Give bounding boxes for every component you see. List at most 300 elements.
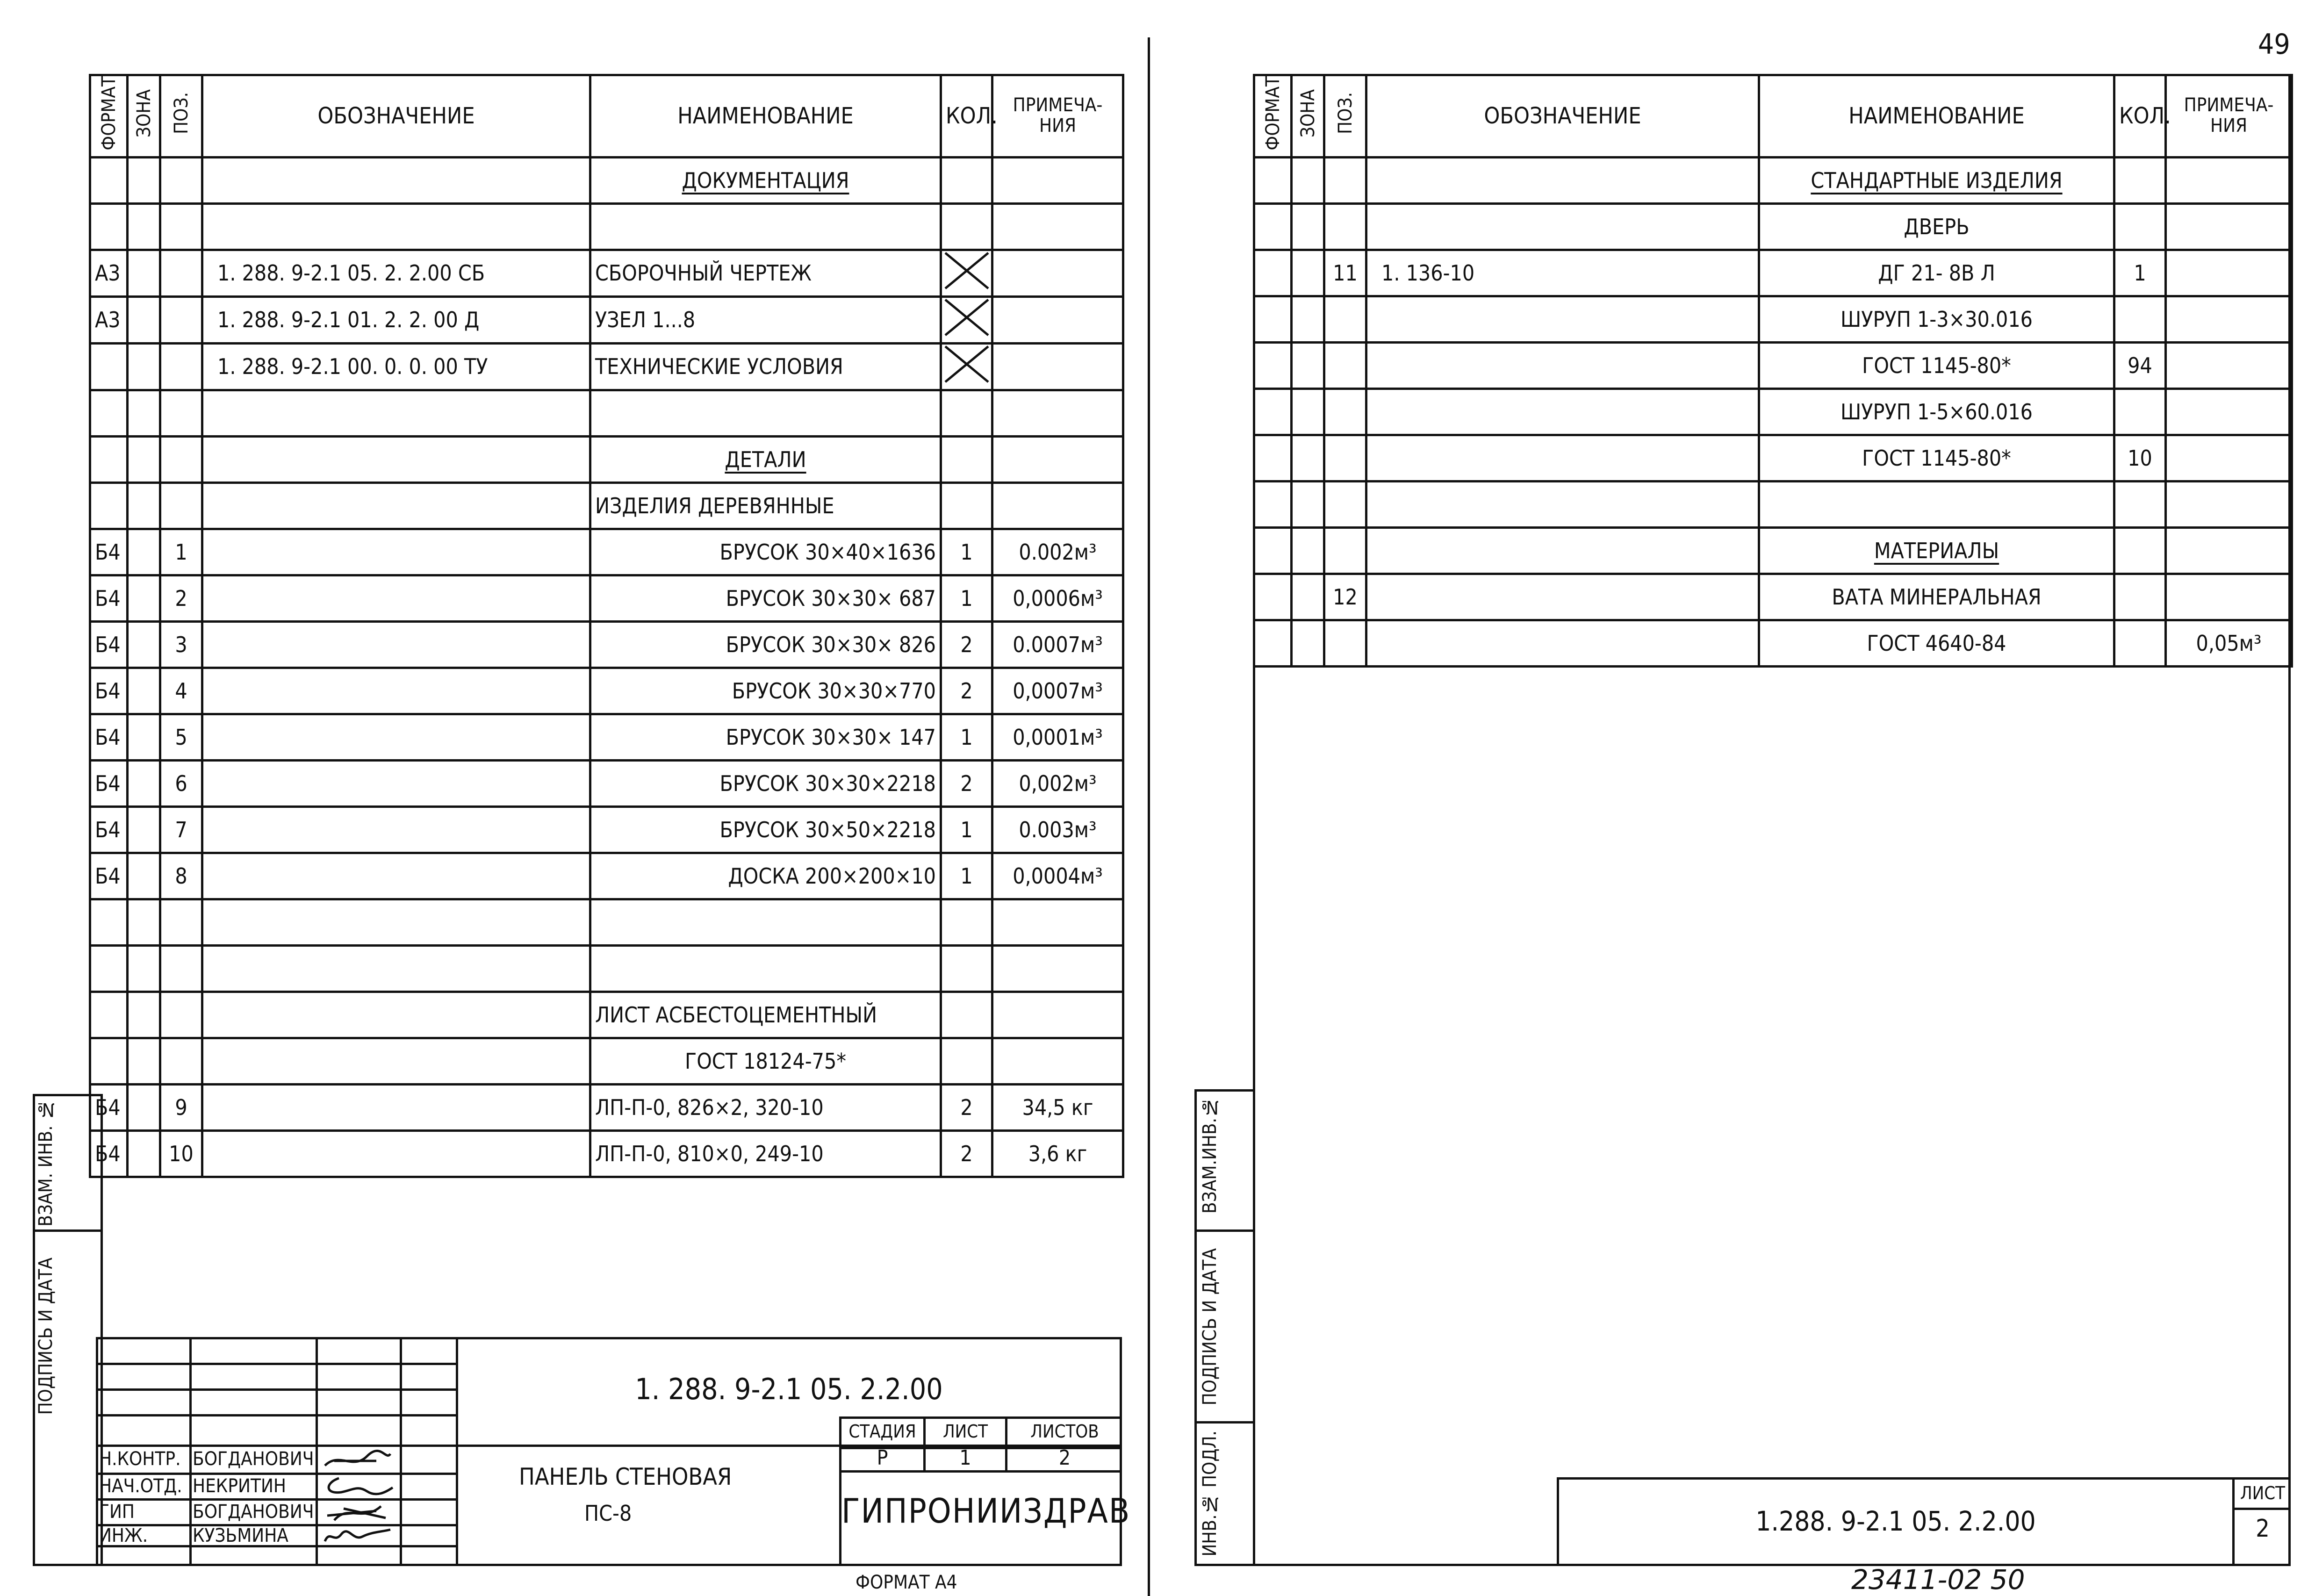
side-label-podpis: ПОДПИСЬ И ДАТА xyxy=(35,1258,57,1415)
cell-note xyxy=(2166,574,2292,620)
cell-pos: 11 xyxy=(1324,250,1366,296)
staff-name-3: БОГДАНОВИЧ xyxy=(193,1501,314,1523)
col-note: ПРИМЕЧА-НИЯ xyxy=(1013,94,1103,137)
signature-2-icon xyxy=(320,1474,395,1499)
staff-name-2: НЕКРИТИН xyxy=(193,1475,286,1497)
cell-pos xyxy=(1324,620,1366,666)
signature-4-icon xyxy=(320,1525,395,1546)
cell-name: ШУРУП 1-5×60.016 xyxy=(1759,388,2114,435)
cell-note: 3,6 кг xyxy=(992,1130,1123,1177)
cell-qty: 1 xyxy=(2114,250,2166,296)
cell-name: ГОСТ 1145-80* xyxy=(1759,435,2114,481)
cell-name: ШУРУП 1-3×30.016 xyxy=(1759,296,2114,342)
page-divider xyxy=(1148,37,1150,1596)
cell-qty xyxy=(2114,388,2166,435)
cell-pos: 3 xyxy=(160,621,202,668)
cell-zone xyxy=(1292,620,1324,666)
page-number: 49 xyxy=(2258,28,2290,61)
spec-table-left xyxy=(89,74,1124,1178)
cell-fmt: Б4 xyxy=(90,760,128,806)
cell-fmt xyxy=(90,482,128,529)
cell-note xyxy=(2166,388,2292,435)
cell-qty xyxy=(941,296,992,343)
cell-zone xyxy=(1292,388,1324,435)
cell-fmt xyxy=(1254,527,1292,574)
cell-qty: 1 xyxy=(941,853,992,899)
table-row xyxy=(1254,388,2292,435)
cell-fmt: Б4 xyxy=(90,668,128,714)
cell-note xyxy=(2166,296,2292,342)
cell-fmt: Б4 xyxy=(90,853,128,899)
cell-zone xyxy=(1292,574,1324,620)
cell-name xyxy=(590,157,941,203)
cell-note xyxy=(992,250,1123,296)
table-row xyxy=(90,853,1123,899)
side-label-vzam-right: ВЗАМ.ИНВ.№ xyxy=(1199,1096,1221,1214)
cell-pos xyxy=(160,899,202,945)
cell-note: 0,0004м³ xyxy=(992,853,1123,899)
cell-name: ДГ 21- 8В Л xyxy=(1759,250,2114,296)
cell-zone xyxy=(128,296,160,343)
cell-name: ЛП-П-0, 810×0, 249-10 xyxy=(590,1130,941,1177)
cell-zone xyxy=(128,668,160,714)
table-row xyxy=(1254,342,2292,388)
cell-des xyxy=(202,621,590,668)
cell-name: БРУСОК 30×40×1636 xyxy=(590,529,941,575)
table-row xyxy=(90,390,1123,436)
cell-name xyxy=(1759,481,2114,527)
staff-role-4: ИНЖ. xyxy=(99,1525,148,1546)
cell-pos xyxy=(160,157,202,203)
sheet-label: ЛИСТ xyxy=(942,1421,988,1442)
doc-code-right: 1.288. 9-2.1 05. 2.2.00 xyxy=(1755,1505,2036,1537)
table-row xyxy=(90,621,1123,668)
cross-mark-icon xyxy=(943,298,990,337)
table-row xyxy=(1254,481,2292,527)
cell-qty xyxy=(2114,620,2166,666)
cell-des xyxy=(1366,481,1759,527)
cell-name xyxy=(1759,527,2114,574)
cell-note xyxy=(992,390,1123,436)
staff-name-4: КУЗЬМИНА xyxy=(193,1525,288,1546)
table-row xyxy=(90,436,1123,482)
cell-note: 0.003м³ xyxy=(992,806,1123,853)
cell-qty: 1 xyxy=(941,575,992,621)
cell-name xyxy=(590,203,941,250)
cell-pos xyxy=(160,296,202,343)
cell-pos xyxy=(160,250,202,296)
cell-note xyxy=(992,436,1123,482)
cell-zone xyxy=(128,945,160,992)
cell-des xyxy=(202,203,590,250)
cell-qty: 2 xyxy=(941,621,992,668)
cell-des xyxy=(1366,527,1759,574)
cell-zone xyxy=(128,436,160,482)
cell-pos: 6 xyxy=(160,760,202,806)
table-row xyxy=(1254,157,2292,203)
cell-zone xyxy=(128,482,160,529)
cell-note xyxy=(2166,527,2292,574)
cell-qty: 2 xyxy=(941,1084,992,1130)
cell-qty: 2 xyxy=(941,760,992,806)
cell-zone xyxy=(128,1038,160,1084)
archive-number: 23411-02 50 xyxy=(1851,1564,2025,1596)
cell-fmt xyxy=(90,945,128,992)
cell-des xyxy=(202,575,590,621)
cell-zone xyxy=(1292,203,1324,250)
cell-name: БРУСОК 30×50×2218 xyxy=(590,806,941,853)
cell-des xyxy=(202,806,590,853)
cell-zone xyxy=(128,203,160,250)
cell-des xyxy=(202,760,590,806)
sheets-label: ЛИСТОВ xyxy=(1030,1421,1099,1442)
table-row xyxy=(90,203,1123,250)
table-row xyxy=(90,575,1123,621)
table-row xyxy=(90,945,1123,992)
cell-pos: 7 xyxy=(160,806,202,853)
table-row xyxy=(1254,574,2292,620)
cell-fmt xyxy=(1254,574,1292,620)
cross-mark-icon xyxy=(943,345,990,384)
cell-zone xyxy=(1292,527,1324,574)
cell-fmt xyxy=(1254,203,1292,250)
cell-pos xyxy=(160,343,202,390)
cell-des: 1. 288. 9-2.1 01. 2. 2. 00 Д xyxy=(202,296,590,343)
col-designation: ОБОЗНАЧЕНИЕ xyxy=(202,75,590,158)
cell-note xyxy=(2166,435,2292,481)
cell-fmt: А3 xyxy=(90,296,128,343)
cell-name: ГОСТ 4640-84 xyxy=(1759,620,2114,666)
cell-zone xyxy=(1292,250,1324,296)
sheet-value: 1 xyxy=(959,1446,971,1470)
staff-role-3: ГИП xyxy=(99,1501,135,1523)
cell-fmt xyxy=(1254,620,1292,666)
cell-fmt xyxy=(90,992,128,1038)
cell-name: УЗЕЛ 1...8 xyxy=(590,296,941,343)
table-row xyxy=(1254,296,2292,342)
cell-note xyxy=(2166,250,2292,296)
table-row xyxy=(90,296,1123,343)
doc-code-left: 1. 288. 9-2.1 05. 2.2.00 xyxy=(635,1372,943,1406)
cell-qty: 1 xyxy=(941,714,992,760)
table-row xyxy=(1254,620,2292,666)
sheet-label-right: ЛИСТ xyxy=(2240,1483,2286,1503)
cell-name: БРУСОК 30×30×770 xyxy=(590,668,941,714)
cell-zone xyxy=(128,806,160,853)
cell-fmt: Б4 xyxy=(90,1084,128,1130)
format-caption: ФОРМАТ А4 xyxy=(856,1572,957,1593)
cell-fmt xyxy=(90,203,128,250)
cell-pos xyxy=(1324,342,1366,388)
table-row xyxy=(90,760,1123,806)
cell-qty: 2 xyxy=(941,668,992,714)
cell-name: ИЗДЕЛИЯ ДЕРЕВЯННЫЕ xyxy=(590,482,941,529)
cell-fmt xyxy=(1254,435,1292,481)
cell-des xyxy=(202,1038,590,1084)
table-header xyxy=(90,75,1123,158)
cell-fmt: Б4 xyxy=(90,714,128,760)
col-name: НАИМЕНОВАНИЕ xyxy=(590,75,941,158)
table-row xyxy=(90,343,1123,390)
cell-des xyxy=(1366,574,1759,620)
cell-qty xyxy=(2114,203,2166,250)
cell-name: ЛП-П-0, 826×2, 320-10 xyxy=(590,1084,941,1130)
col-qty: КОЛ. xyxy=(941,75,992,158)
table-row xyxy=(90,1130,1123,1177)
cell-qty xyxy=(941,945,992,992)
cell-name: БРУСОК 30×30× 147 xyxy=(590,714,941,760)
sheets-value: 2 xyxy=(1058,1446,1071,1470)
table-row xyxy=(1254,527,2292,574)
cell-zone xyxy=(128,1084,160,1130)
table-row xyxy=(90,157,1123,203)
cell-fmt xyxy=(90,157,128,203)
cell-zone xyxy=(128,390,160,436)
col-pos: ПОЗ. xyxy=(170,92,192,135)
doc-title-line2: ПС-8 xyxy=(584,1501,632,1526)
cell-fmt xyxy=(1254,250,1292,296)
cell-zone xyxy=(128,529,160,575)
cell-fmt: Б4 xyxy=(90,1130,128,1177)
cell-name: ТЕХНИЧЕСКИЕ УСЛОВИЯ xyxy=(590,343,941,390)
cell-zone xyxy=(1292,435,1324,481)
cell-name: ВАТА МИНЕРАЛЬНАЯ xyxy=(1759,574,2114,620)
cell-des: 1. 288. 9-2.1 00. 0. 0. 00 ТУ xyxy=(202,343,590,390)
cell-zone xyxy=(1292,342,1324,388)
cell-note: 0.002м³ xyxy=(992,529,1123,575)
table-row xyxy=(90,482,1123,529)
cell-note: 0,05м³ xyxy=(2166,620,2292,666)
cell-pos xyxy=(160,1038,202,1084)
cell-des xyxy=(1366,296,1759,342)
section-heading: ДОКУМЕНТАЦИЯ xyxy=(682,167,849,193)
cell-note xyxy=(2166,481,2292,527)
cell-qty xyxy=(2114,157,2166,203)
cell-qty xyxy=(941,482,992,529)
cell-qty: 2 xyxy=(941,1130,992,1177)
side-label-vzam: ВЗАМ. ИНВ. № xyxy=(35,1099,57,1227)
table-row xyxy=(90,1038,1123,1084)
cell-qty xyxy=(941,203,992,250)
section-heading: МАТЕРИАЛЫ xyxy=(1874,538,1999,563)
table-row xyxy=(90,992,1123,1038)
sheet-right xyxy=(1159,0,2315,1596)
table-header-right: ФОРМАТ ЗОНА ПОЗ. ОБОЗНАЧЕНИЕ НАИМЕНОВАНИЕ КОЛ. ПРИМЕЧА-НИЯ xyxy=(1254,75,2292,158)
cell-des xyxy=(202,853,590,899)
cell-qty xyxy=(2114,296,2166,342)
cell-name: БРУСОК 30×30×2218 xyxy=(590,760,941,806)
cell-qty xyxy=(2114,481,2166,527)
table-row xyxy=(90,1084,1123,1130)
cell-name: БРУСОК 30×30× 687 xyxy=(590,575,941,621)
cell-name xyxy=(590,390,941,436)
cell-pos xyxy=(160,436,202,482)
cell-des xyxy=(1366,388,1759,435)
table-row xyxy=(90,668,1123,714)
cell-qty: 1 xyxy=(941,806,992,853)
cell-des xyxy=(202,992,590,1038)
cell-note: 0,0006м³ xyxy=(992,575,1123,621)
sheet-left xyxy=(0,0,1150,1596)
cell-pos: 2 xyxy=(160,575,202,621)
cell-note xyxy=(2166,157,2292,203)
cell-des xyxy=(1366,620,1759,666)
cell-note xyxy=(2166,342,2292,388)
cell-zone xyxy=(128,157,160,203)
stage-value: Р xyxy=(877,1446,888,1470)
cell-zone xyxy=(1292,157,1324,203)
cell-zone xyxy=(128,1130,160,1177)
section-heading: ДЕТАЛИ xyxy=(725,446,806,472)
staff-name-1: БОГДАНОВИЧ xyxy=(193,1448,314,1470)
cell-note: 0,0001м³ xyxy=(992,714,1123,760)
table-row xyxy=(90,806,1123,853)
cell-note: 0,0007м³ xyxy=(992,668,1123,714)
spec-table-right xyxy=(1253,74,2293,668)
side-label-inv-right: ИНВ.№ ПОДЛ. xyxy=(1199,1431,1221,1557)
cell-pos xyxy=(1324,296,1366,342)
cell-pos: 4 xyxy=(160,668,202,714)
table-row xyxy=(90,529,1123,575)
cell-pos: 1 xyxy=(160,529,202,575)
cell-fmt xyxy=(90,1038,128,1084)
cell-des xyxy=(202,390,590,436)
cell-des xyxy=(202,436,590,482)
cell-pos xyxy=(1324,203,1366,250)
cell-fmt xyxy=(90,899,128,945)
cell-des xyxy=(1366,157,1759,203)
cell-qty xyxy=(2114,574,2166,620)
cell-fmt xyxy=(1254,342,1292,388)
cell-zone xyxy=(128,899,160,945)
cell-zone xyxy=(128,343,160,390)
table-row xyxy=(1254,435,2292,481)
stage-label: СТАДИЯ xyxy=(848,1421,916,1442)
cell-des xyxy=(202,899,590,945)
cell-zone xyxy=(128,250,160,296)
cell-pos xyxy=(1324,481,1366,527)
cell-zone xyxy=(128,575,160,621)
cell-des xyxy=(202,1130,590,1177)
cell-name: ДОСКА 200×200×10 xyxy=(590,853,941,899)
cell-qty: 1 xyxy=(941,529,992,575)
cell-zone xyxy=(128,714,160,760)
cell-pos xyxy=(1324,157,1366,203)
cell-des xyxy=(202,668,590,714)
cell-qty xyxy=(941,343,992,390)
cell-fmt xyxy=(90,390,128,436)
cell-des xyxy=(202,157,590,203)
cell-note xyxy=(992,157,1123,203)
cell-pos xyxy=(160,945,202,992)
cell-des: 1. 136-10 xyxy=(1366,250,1759,296)
cell-name: ГОСТ 18124-75* xyxy=(590,1038,941,1084)
cell-zone xyxy=(128,992,160,1038)
cell-name: БРУСОК 30×30× 826 xyxy=(590,621,941,668)
cell-pos: 9 xyxy=(160,1084,202,1130)
side-label-podpis-right: ПОДПИСЬ И ДАТА xyxy=(1199,1248,1221,1406)
cell-des xyxy=(202,1084,590,1130)
table-row xyxy=(1254,250,2292,296)
cell-qty xyxy=(941,992,992,1038)
cell-zone xyxy=(1292,481,1324,527)
cell-note xyxy=(992,343,1123,390)
cell-note xyxy=(2166,203,2292,250)
cell-name: ДВЕРЬ xyxy=(1759,203,2114,250)
cell-name xyxy=(590,899,941,945)
cell-note xyxy=(992,296,1123,343)
cell-note: 34,5 кг xyxy=(992,1084,1123,1130)
cell-zone xyxy=(128,853,160,899)
cell-name: СБОРОЧНЫЙ ЧЕРТЕЖ xyxy=(590,250,941,296)
cell-fmt xyxy=(1254,296,1292,342)
cell-pos: 12 xyxy=(1324,574,1366,620)
cell-pos xyxy=(160,482,202,529)
cell-name xyxy=(590,945,941,992)
cell-pos: 8 xyxy=(160,853,202,899)
cell-qty xyxy=(941,899,992,945)
cell-pos xyxy=(1324,388,1366,435)
cell-fmt: Б4 xyxy=(90,529,128,575)
staff-role-1: Н.КОНТР. xyxy=(99,1448,181,1470)
cell-fmt xyxy=(90,436,128,482)
cell-note: 0.0007м³ xyxy=(992,621,1123,668)
cell-name xyxy=(590,436,941,482)
cell-des xyxy=(202,482,590,529)
staff-role-2: НАЧ.ОТД. xyxy=(99,1475,182,1497)
cell-pos xyxy=(160,992,202,1038)
cell-note xyxy=(992,992,1123,1038)
cell-des: 1. 288. 9-2.1 05. 2. 2.00 СБ xyxy=(202,250,590,296)
cross-mark-icon xyxy=(943,251,990,290)
table-row xyxy=(90,250,1123,296)
cell-note xyxy=(992,203,1123,250)
cell-fmt: А3 xyxy=(90,250,128,296)
cell-zone xyxy=(128,760,160,806)
col-zone: ЗОНА xyxy=(133,89,155,137)
cell-name: ГОСТ 1145-80* xyxy=(1759,342,2114,388)
cell-qty xyxy=(941,436,992,482)
cell-pos xyxy=(1324,527,1366,574)
cell-note xyxy=(992,899,1123,945)
cell-qty: 94 xyxy=(2114,342,2166,388)
signature-1-icon xyxy=(320,1447,395,1473)
cell-pos xyxy=(1324,435,1366,481)
cell-qty xyxy=(941,157,992,203)
cell-qty xyxy=(941,390,992,436)
organization-name: ГИПРОНИИЗДРАВ xyxy=(841,1491,1131,1531)
cell-des xyxy=(1366,435,1759,481)
cell-pos xyxy=(160,390,202,436)
cell-pos: 10 xyxy=(160,1130,202,1177)
table-row xyxy=(90,899,1123,945)
cell-fmt xyxy=(90,343,128,390)
cell-des xyxy=(202,529,590,575)
cell-des xyxy=(202,945,590,992)
cell-fmt: Б4 xyxy=(90,806,128,853)
cell-des xyxy=(1366,203,1759,250)
col-format: ФОРМАТ xyxy=(98,76,120,151)
cell-note xyxy=(992,482,1123,529)
cell-fmt xyxy=(1254,388,1292,435)
signature-3-icon xyxy=(320,1499,395,1525)
cell-fmt xyxy=(1254,481,1292,527)
table-row xyxy=(90,714,1123,760)
cell-zone xyxy=(1292,296,1324,342)
cell-qty xyxy=(2114,527,2166,574)
cell-pos xyxy=(160,203,202,250)
cell-name xyxy=(1759,157,2114,203)
